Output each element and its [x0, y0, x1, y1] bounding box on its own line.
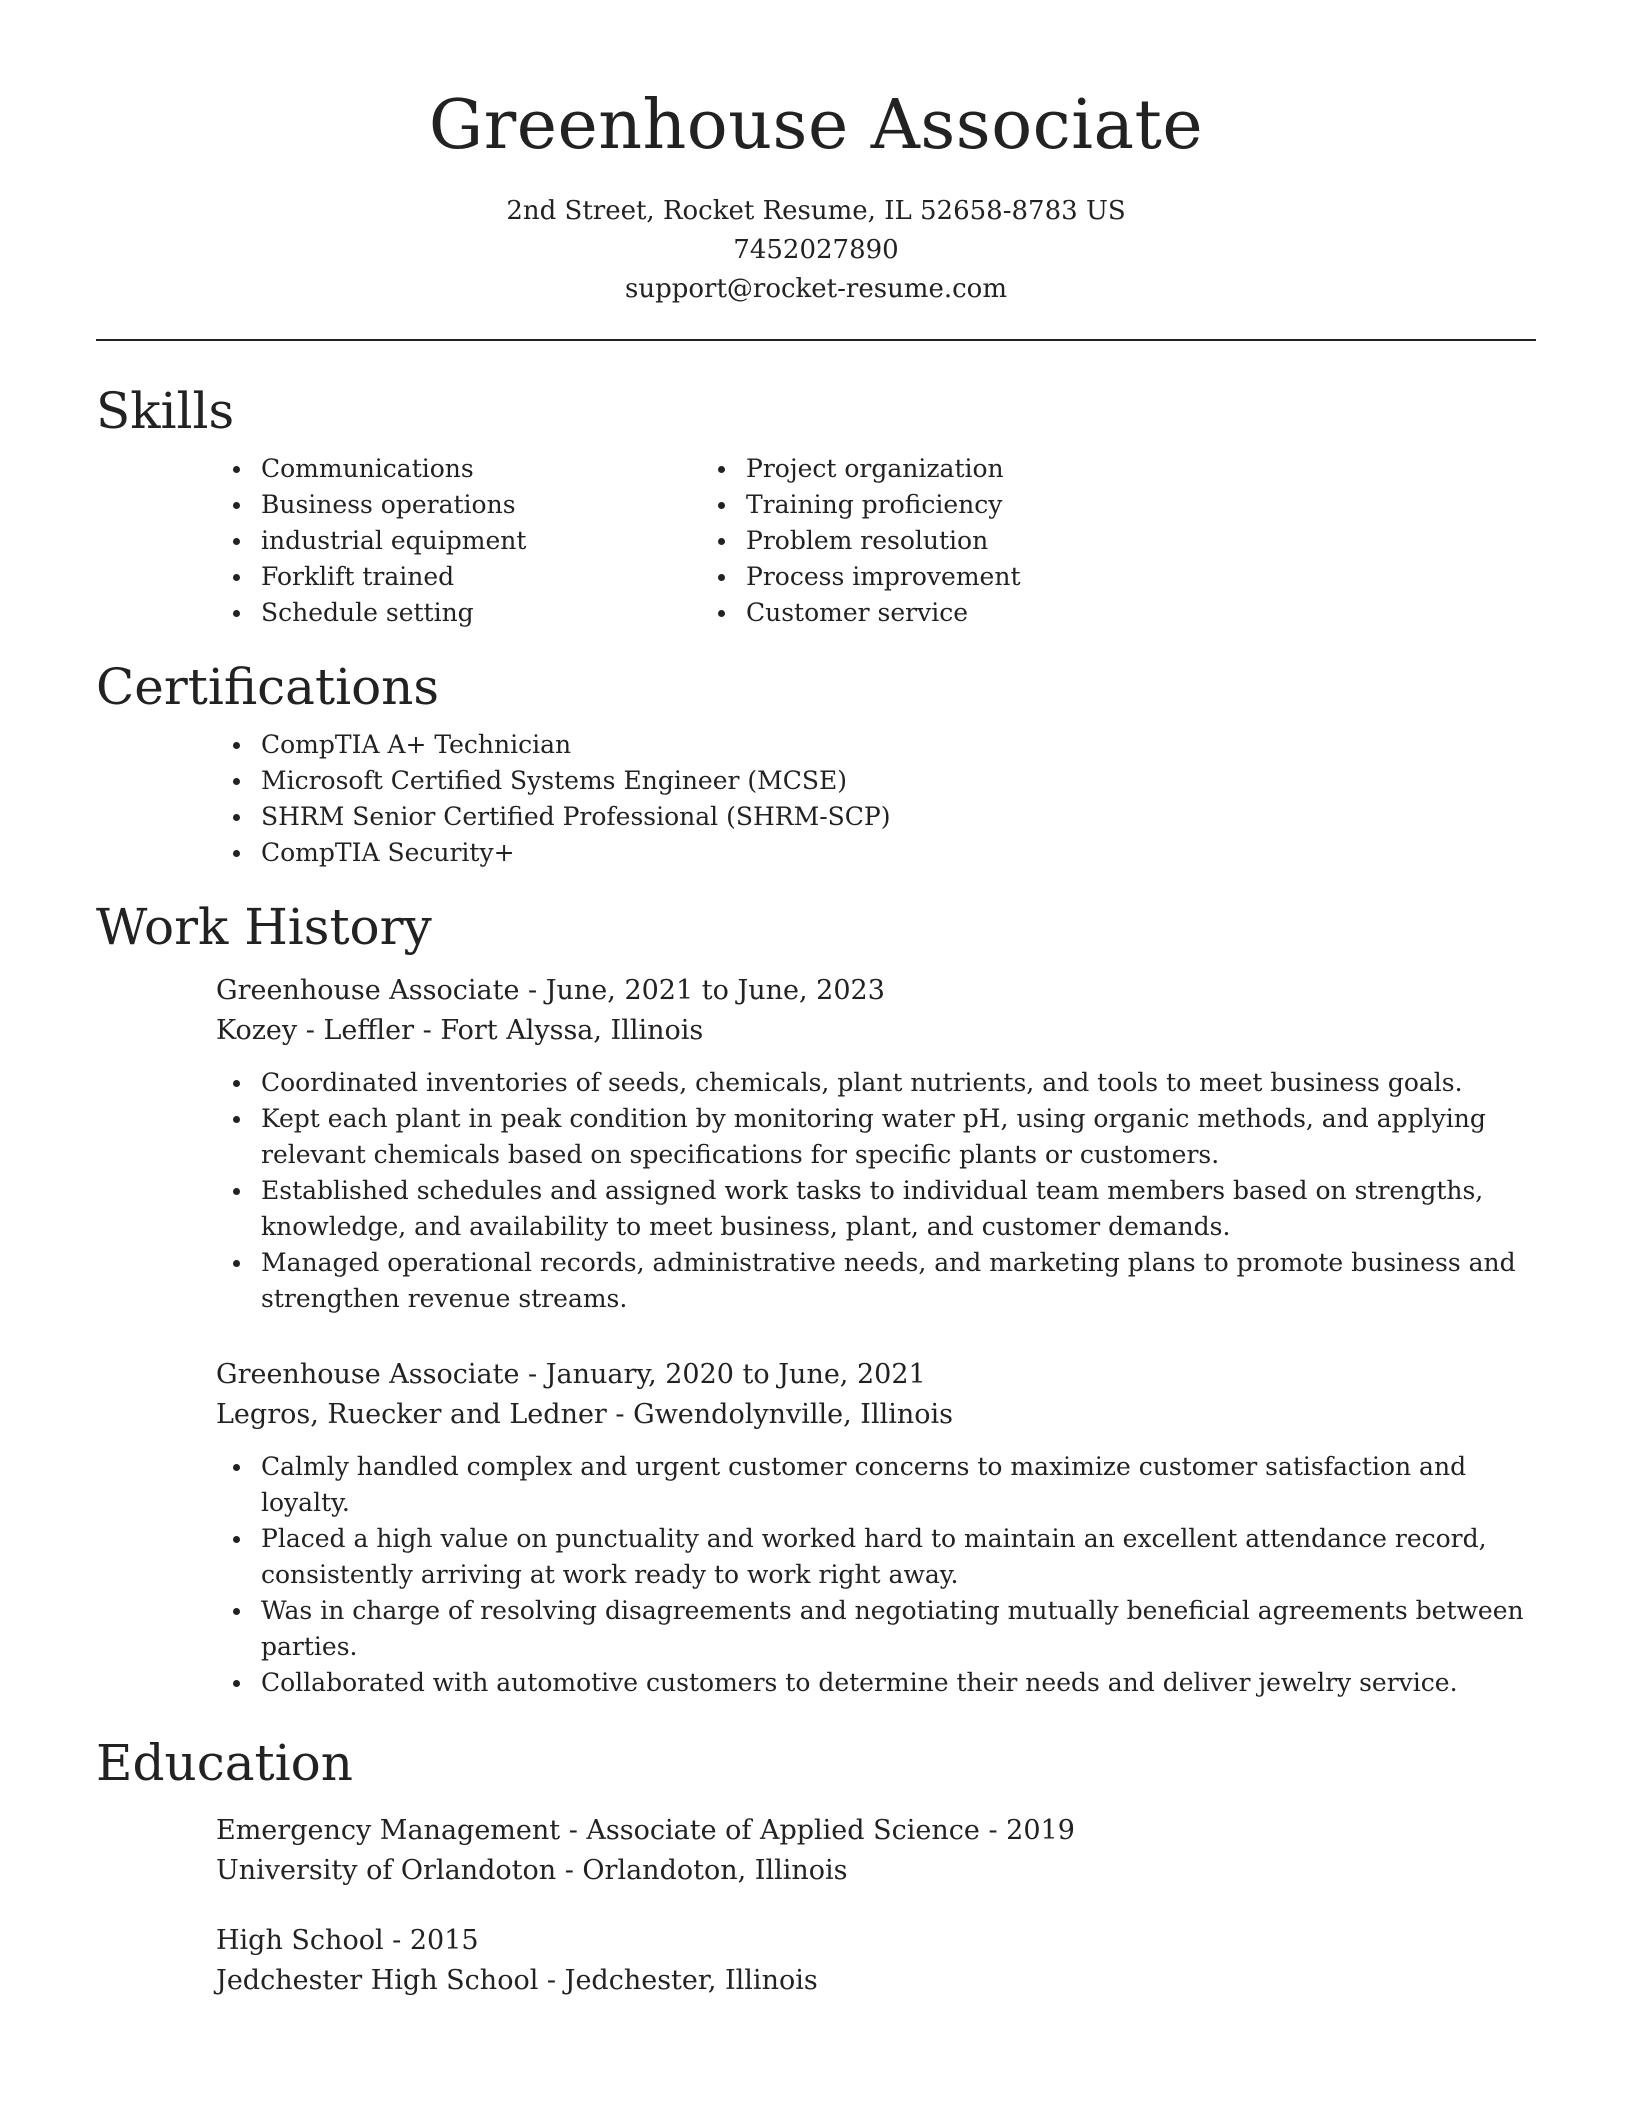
- skill-item: Project organization: [746, 451, 1396, 487]
- school-line: University of Orlandoton - Orlandoton, Illinois: [216, 1855, 848, 1886]
- job-company-line: Kozey - Leffler - Fort Alyssa, Illinois: [216, 1015, 704, 1046]
- job-title-line: Greenhouse Associate - June, 2021 to June, 2023: [216, 975, 885, 1006]
- contact-block: [96, 192, 1536, 309]
- job-bullet: Managed operational records, administrative needs, and marketing plans to promote business and strengthen revenue streams.: [261, 1245, 1541, 1317]
- skill-item: Process improvement: [746, 559, 1396, 595]
- job-entry: [96, 971, 1536, 1317]
- certifications-heading: Certifications: [96, 658, 440, 716]
- education-entry: [96, 1921, 1536, 2001]
- job-bullet: Coordinated inventories of seeds, chemicals, plant nutrients, and tools to meet business goals.: [261, 1065, 1541, 1101]
- certification-item: CompTIA Security+: [261, 835, 1536, 871]
- skills-list: [96, 451, 1536, 631]
- skill-item: Business operations: [261, 487, 746, 523]
- education-entry: [96, 1811, 1536, 1891]
- skill-item: Problem resolution: [746, 523, 1396, 559]
- skill-item: Forklift trained: [261, 559, 746, 595]
- skills-column-right: [746, 451, 1396, 631]
- phone: 7452027890: [733, 235, 899, 265]
- address: 2nd Street, Rocket Resume, IL 52658-8783 US: [506, 196, 1126, 226]
- candidate-name: Greenhouse Associate: [428, 86, 1204, 165]
- job-bullet: Established schedules and assigned work tasks to individual team members based on strengths, knowledge, and availability to meet business, plant, and customer demands.: [261, 1173, 1541, 1245]
- job-entry: [96, 1355, 1536, 1701]
- skills-column-left: [96, 451, 746, 631]
- skill-item: Training proficiency: [746, 487, 1396, 523]
- job-title-line: Greenhouse Associate - January, 2020 to June, 2021: [216, 1359, 926, 1390]
- job-bullet: Was in charge of resolving disagreements and negotiating mutually beneficial agreements between parties.: [261, 1593, 1541, 1665]
- email: support@rocket-resume.com: [624, 274, 1007, 304]
- job-bullet: Collaborated with automotive customers to determine their needs and deliver jewelry service.: [261, 1665, 1541, 1701]
- skill-item: industrial equipment: [261, 523, 746, 559]
- skill-item: Schedule setting: [261, 595, 746, 631]
- resume-header: [96, 0, 1536, 309]
- certification-item: SHRM Senior Certified Professional (SHRM-SCP): [261, 799, 1536, 835]
- degree-line: Emergency Management - Associate of Applied Science - 2019: [216, 1815, 1075, 1846]
- header-divider: [96, 339, 1536, 341]
- degree-line: High School - 2015: [216, 1925, 479, 1956]
- job-bullet: Calmly handled complex and urgent customer concerns to maximize customer satisfaction and loyalty.: [261, 1449, 1541, 1521]
- skills-heading: Skills: [96, 382, 235, 440]
- job-bullet: Placed a high value on punctuality and worked hard to maintain an excellent attendance record, consistently arriving at work ready to work right away.: [261, 1521, 1541, 1593]
- certification-item: CompTIA A+ Technician: [261, 727, 1536, 763]
- certifications-list: [96, 727, 1536, 871]
- job-bullet: Kept each plant in peak condition by monitoring water pH, using organic methods, and applying relevant chemicals based on specifications for specific plants or customers.: [261, 1101, 1541, 1173]
- certification-item: Microsoft Certified Systems Engineer (MCSE): [261, 763, 1536, 799]
- job-bullets: [216, 1449, 1541, 1701]
- skill-item: Customer service: [746, 595, 1396, 631]
- job-bullets: [216, 1065, 1541, 1317]
- job-company-line: Legros, Ruecker and Ledner - Gwendolynville, Illinois: [216, 1399, 954, 1430]
- skill-item: Communications: [261, 451, 746, 487]
- school-line: Jedchester High School - Jedchester, Illinois: [216, 1965, 818, 1996]
- work-history-heading: Work History: [96, 898, 432, 956]
- education-heading: Education: [96, 1734, 353, 1792]
